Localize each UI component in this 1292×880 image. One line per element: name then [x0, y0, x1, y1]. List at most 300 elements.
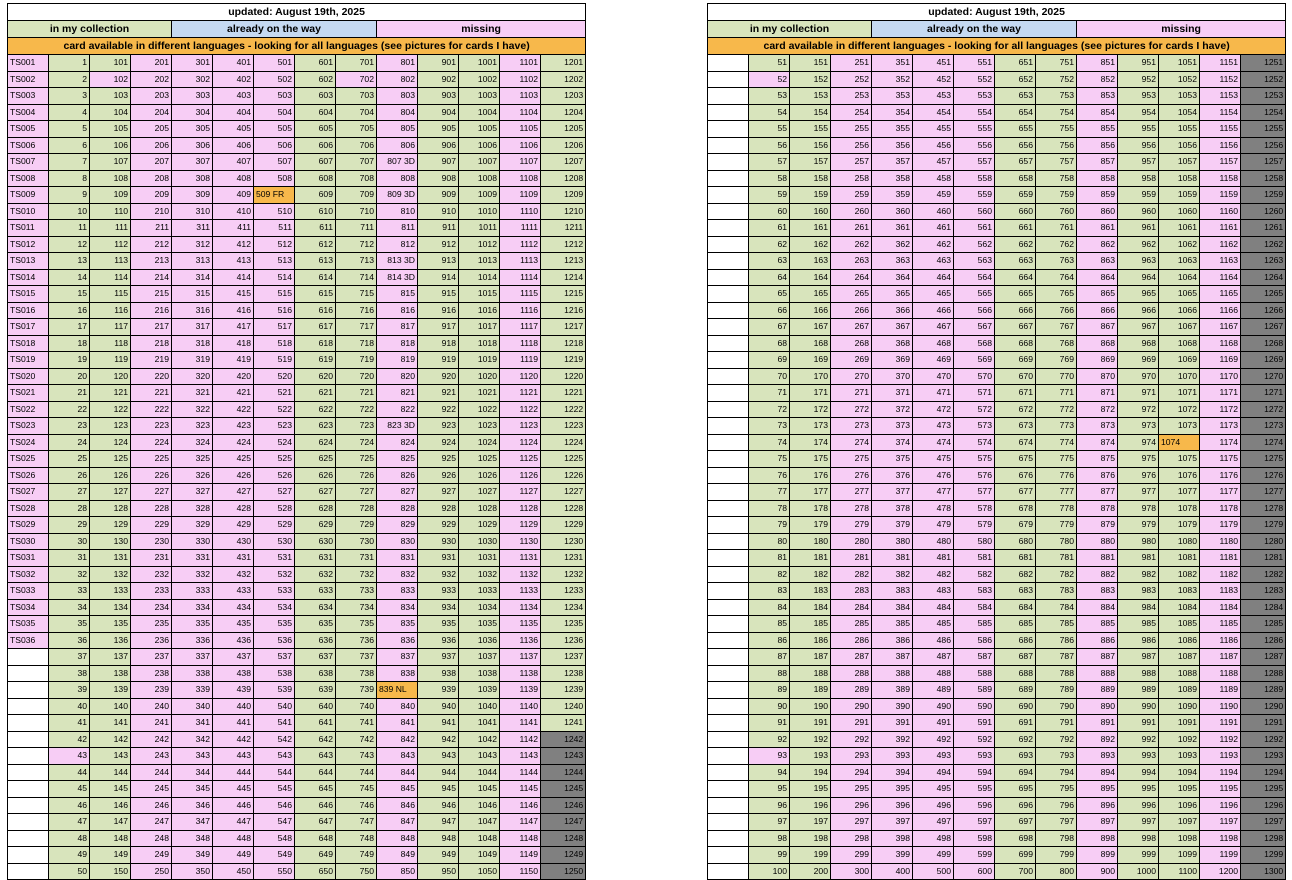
card-cell: 1184	[1200, 599, 1241, 616]
card-cell: 1295	[1241, 781, 1286, 798]
card-cell: 28	[49, 500, 90, 517]
card-cell: 843	[377, 748, 418, 765]
card-cell: 141	[90, 715, 131, 732]
card-cell: 938	[418, 665, 459, 682]
card-cell: 767	[1036, 319, 1077, 336]
card-cell: 350	[172, 863, 213, 880]
card-cell: 471	[913, 385, 954, 402]
card-cell: 1029	[459, 517, 500, 534]
ts-card-cell	[708, 863, 749, 880]
card-cell: 590	[954, 698, 995, 715]
card-cell: 263	[831, 253, 872, 270]
card-cell: 1173	[1200, 418, 1241, 435]
card-cell: 30	[49, 533, 90, 550]
card-cell: 741	[336, 715, 377, 732]
table-row	[708, 187, 1286, 204]
card-cell: 651	[995, 55, 1036, 72]
card-cell: 755	[1036, 121, 1077, 138]
card-cell: 1244	[541, 764, 586, 781]
card-cell: 655	[995, 121, 1036, 138]
card-cell: 260	[831, 203, 872, 220]
card-cell: 607	[295, 154, 336, 171]
table-row	[708, 368, 1286, 385]
card-cell: 1292	[1241, 731, 1286, 748]
card-cell: 425	[213, 451, 254, 468]
card-cell: 46	[49, 797, 90, 814]
card-cell: 326	[172, 467, 213, 484]
table-row	[8, 203, 586, 220]
table-row	[708, 665, 1286, 682]
ts-card-cell	[708, 418, 749, 435]
ts-card-cell	[8, 748, 49, 765]
card-cell: 1147	[500, 814, 541, 831]
card-cell: 822	[377, 401, 418, 418]
card-cell: 1083	[1159, 583, 1200, 600]
card-cell: 1277	[1241, 484, 1286, 501]
card-cell: 470	[913, 368, 954, 385]
card-cell: 32	[49, 566, 90, 583]
card-cell: 865	[1077, 286, 1118, 303]
card-cell: 278	[831, 500, 872, 517]
card-cell: 188	[790, 665, 831, 682]
card-cell: 875	[1077, 451, 1118, 468]
card-cell: 330	[172, 533, 213, 550]
card-cell: 924	[418, 434, 459, 451]
card-cell: 805	[377, 121, 418, 138]
card-cell: 51	[749, 55, 790, 72]
ts-card-cell	[8, 830, 49, 847]
card-cell: 1036	[459, 632, 500, 649]
card-cell: 903	[418, 88, 459, 105]
legend-collection: in my collection	[708, 21, 872, 38]
card-cell: 35	[49, 616, 90, 633]
card-cell: 1087	[1159, 649, 1200, 666]
card-cell: 895	[1077, 781, 1118, 798]
card-cell: 604	[295, 104, 336, 121]
card-cell: 21	[49, 385, 90, 402]
card-cell: 830	[377, 533, 418, 550]
card-cell: 338	[172, 665, 213, 682]
card-cell: 1109	[500, 187, 541, 204]
card-cell: 147	[90, 814, 131, 831]
card-cell: 941	[418, 715, 459, 732]
card-cell: 760	[1036, 203, 1077, 220]
card-cell: 668	[995, 335, 1036, 352]
card-cell: 1024	[459, 434, 500, 451]
card-cell: 450	[213, 863, 254, 880]
card-cell: 1221	[541, 385, 586, 402]
card-cell: 191	[790, 715, 831, 732]
card-cell: 891	[1077, 715, 1118, 732]
card-cell: 544	[254, 764, 295, 781]
card-cell: 681	[995, 550, 1036, 567]
card-cell: 49	[49, 847, 90, 864]
card-cell: 1263	[1241, 253, 1286, 270]
card-cell: 1062	[1159, 236, 1200, 253]
card-cell: 930	[418, 533, 459, 550]
card-cell: 951	[1118, 55, 1159, 72]
card-cell: 987	[1118, 649, 1159, 666]
card-cell: 491	[913, 715, 954, 732]
ts-card-cell	[708, 236, 749, 253]
card-cell: 567	[954, 319, 995, 336]
card-cell: 645	[295, 781, 336, 798]
card-cell: 24	[49, 434, 90, 451]
card-cell: 251	[831, 55, 872, 72]
card-cell: 255	[831, 121, 872, 138]
card-cell: 167	[790, 319, 831, 336]
table-row	[8, 847, 586, 864]
card-cell: 1140	[500, 698, 541, 715]
ts-card-cell	[708, 137, 749, 154]
card-cell: 375	[872, 451, 913, 468]
card-cell: 351	[872, 55, 913, 72]
table-row	[8, 187, 586, 204]
card-cell: 780	[1036, 533, 1077, 550]
card-cell: 615	[295, 286, 336, 303]
card-cell: 654	[995, 104, 1036, 121]
card-cell: 1028	[459, 500, 500, 517]
card-cell: 932	[418, 566, 459, 583]
card-cell: 826	[377, 467, 418, 484]
card-cell: 120	[90, 368, 131, 385]
card-cell: 922	[418, 401, 459, 418]
card-cell: 1055	[1159, 121, 1200, 138]
card-cell: 127	[90, 484, 131, 501]
card-cell: 365	[872, 286, 913, 303]
card-cell: 659	[995, 187, 1036, 204]
card-cell: 703	[336, 88, 377, 105]
card-cell: 327	[172, 484, 213, 501]
card-cell: 99	[749, 847, 790, 864]
table-row	[708, 401, 1286, 418]
card-cell: 93	[749, 748, 790, 765]
card-cell: 402	[213, 71, 254, 88]
card-cell: 1061	[1159, 220, 1200, 237]
card-cell: 1249	[541, 847, 586, 864]
card-cell: 643	[295, 748, 336, 765]
card-cell: 1071	[1159, 385, 1200, 402]
card-cell: 413	[213, 253, 254, 270]
card-cell: 892	[1077, 731, 1118, 748]
card-cell: 432	[213, 566, 254, 583]
card-cell: 429	[213, 517, 254, 534]
card-cell: 200	[790, 863, 831, 880]
card-cell: 1274	[1241, 434, 1286, 451]
card-cell: 394	[872, 764, 913, 781]
card-cell: 412	[213, 236, 254, 253]
card-cell: 433	[213, 583, 254, 600]
card-cell: 1014	[459, 269, 500, 286]
card-cell: 1018	[459, 335, 500, 352]
card-cell: 684	[995, 599, 1036, 616]
card-cell: 539	[254, 682, 295, 699]
card-cell: 377	[872, 484, 913, 501]
card-cell: 1169	[1200, 352, 1241, 369]
card-cell: 742	[336, 731, 377, 748]
card-cell: 945	[418, 781, 459, 798]
card-cell: 223	[131, 418, 172, 435]
card-cell: 749	[336, 847, 377, 864]
card-cell: 77	[749, 484, 790, 501]
card-cell: 992	[1118, 731, 1159, 748]
card-cell: 1260	[1241, 203, 1286, 220]
card-cell: 287	[831, 649, 872, 666]
card-cell: 960	[1118, 203, 1159, 220]
card-cell: 1255	[1241, 121, 1286, 138]
card-cell: 4	[49, 104, 90, 121]
card-cell: 42	[49, 731, 90, 748]
card-cell: 872	[1077, 401, 1118, 418]
card-cell: 219	[131, 352, 172, 369]
card-cell: 348	[172, 830, 213, 847]
card-cell: 242	[131, 731, 172, 748]
card-cell: 726	[336, 467, 377, 484]
card-cell: 198	[790, 830, 831, 847]
card-cell: 820	[377, 368, 418, 385]
ts-card-cell: TS014	[8, 269, 49, 286]
ts-card-cell	[708, 665, 749, 682]
card-cell: 404	[213, 104, 254, 121]
card-cell: 268	[831, 335, 872, 352]
card-cell: 1043	[459, 748, 500, 765]
ts-card-cell	[708, 55, 749, 72]
table-row	[8, 385, 586, 402]
card-cell: 978	[1118, 500, 1159, 517]
card-cell: 236	[131, 632, 172, 649]
card-cell: 460	[913, 203, 954, 220]
card-cell: 421	[213, 385, 254, 402]
card-cell: 108	[90, 170, 131, 187]
card-cell: 1125	[500, 451, 541, 468]
card-cell: 483	[913, 583, 954, 600]
table-row	[8, 583, 586, 600]
card-cell: 1021	[459, 385, 500, 402]
card-cell: 88	[749, 665, 790, 682]
table-row	[8, 401, 586, 418]
ts-card-cell	[708, 401, 749, 418]
card-cell: 1222	[541, 401, 586, 418]
card-cell: 310	[172, 203, 213, 220]
card-cell: 587	[954, 649, 995, 666]
card-cell: 835	[377, 616, 418, 633]
table-row	[8, 731, 586, 748]
card-cell: 61	[749, 220, 790, 237]
card-cell: 216	[131, 302, 172, 319]
card-cell: 369	[872, 352, 913, 369]
card-cell: 657	[995, 154, 1036, 171]
ts-card-cell	[708, 797, 749, 814]
card-cell: 1246	[541, 797, 586, 814]
card-cell: 281	[831, 550, 872, 567]
card-cell: 83	[749, 583, 790, 600]
card-cell: 1137	[500, 649, 541, 666]
table-row	[8, 632, 586, 649]
card-cell: 531	[254, 550, 295, 567]
card-cell: 906	[418, 137, 459, 154]
card-cell: 401	[213, 55, 254, 72]
card-cell: 55	[749, 121, 790, 138]
card-cell: 680	[995, 533, 1036, 550]
ts-card-cell: TS018	[8, 335, 49, 352]
card-cell: 712	[336, 236, 377, 253]
card-cell: 596	[954, 797, 995, 814]
card-cell: 1079	[1159, 517, 1200, 534]
ts-card-cell	[708, 748, 749, 765]
card-cell: 267	[831, 319, 872, 336]
card-cell: 261	[831, 220, 872, 237]
table-row	[8, 698, 586, 715]
card-cell: 1118	[500, 335, 541, 352]
card-cell: 417	[213, 319, 254, 336]
ts-card-cell	[708, 847, 749, 864]
card-cell: 828	[377, 500, 418, 517]
card-cell: 1174	[1200, 434, 1241, 451]
card-cell: 673	[995, 418, 1036, 435]
card-cell: 1092	[1159, 731, 1200, 748]
card-cell: 522	[254, 401, 295, 418]
card-cell: 898	[1077, 830, 1118, 847]
card-cell: 1015	[459, 286, 500, 303]
card-cell: 1187	[1200, 649, 1241, 666]
card-cell: 933	[418, 583, 459, 600]
card-cell: 207	[131, 154, 172, 171]
card-cell: 609	[295, 187, 336, 204]
card-cell: 1034	[459, 599, 500, 616]
card-cell: 1166	[1200, 302, 1241, 319]
card-cell: 1121	[500, 385, 541, 402]
card-cell: 290	[831, 698, 872, 715]
card-cell: 189	[790, 682, 831, 699]
card-cell: 341	[172, 715, 213, 732]
ts-card-cell	[708, 220, 749, 237]
card-cell: 729	[336, 517, 377, 534]
card-cell: 5	[49, 121, 90, 138]
card-cell: 993	[1118, 748, 1159, 765]
table-row	[8, 665, 586, 682]
card-cell: 831	[377, 550, 418, 567]
ts-card-cell	[708, 500, 749, 517]
card-cell: 1285	[1241, 616, 1286, 633]
card-cell: 1191	[1200, 715, 1241, 732]
ts-card-cell	[708, 649, 749, 666]
card-cell: 354	[872, 104, 913, 121]
card-cell: 498	[913, 830, 954, 847]
card-cell: 10	[49, 203, 90, 220]
card-cell: 878	[1077, 500, 1118, 517]
card-cell: 779	[1036, 517, 1077, 534]
card-cell: 781	[1036, 550, 1077, 567]
card-cell: 1133	[500, 583, 541, 600]
card-cell: 1270	[1241, 368, 1286, 385]
card-cell: 648	[295, 830, 336, 847]
card-cell: 159	[790, 187, 831, 204]
card-cell: 990	[1118, 698, 1159, 715]
card-cell: 849	[377, 847, 418, 864]
card-cell: 842	[377, 731, 418, 748]
card-cell: 1299	[1241, 847, 1286, 864]
card-cell: 1080	[1159, 533, 1200, 550]
card-cell: 1211	[541, 220, 586, 237]
card-cell: 1086	[1159, 632, 1200, 649]
card-cell: 237	[131, 649, 172, 666]
card-cell: 1200	[1200, 863, 1241, 880]
card-cell: 600	[954, 863, 995, 880]
card-cell: 181	[790, 550, 831, 567]
card-cell: 1257	[1241, 154, 1286, 171]
table-row	[8, 352, 586, 369]
card-cell: 1059	[1159, 187, 1200, 204]
card-cell: 586	[954, 632, 995, 649]
card-cell: 56	[749, 137, 790, 154]
card-cell: 513	[254, 253, 295, 270]
card-cell: 220	[131, 368, 172, 385]
card-cell: 778	[1036, 500, 1077, 517]
card-cell: 135	[90, 616, 131, 633]
ts-card-cell	[708, 385, 749, 402]
card-cell: 98	[749, 830, 790, 847]
card-cell: 896	[1077, 797, 1118, 814]
card-cell: 343	[172, 748, 213, 765]
card-cell: 940	[418, 698, 459, 715]
card-cell: 1262	[1241, 236, 1286, 253]
card-cell: 996	[1118, 797, 1159, 814]
card-cell: 989	[1118, 682, 1159, 699]
card-cell: 76	[749, 467, 790, 484]
card-cell: 547	[254, 814, 295, 831]
card-cell: 1180	[1200, 533, 1241, 550]
ts-card-cell	[708, 253, 749, 270]
card-cell: 1219	[541, 352, 586, 369]
card-cell: 745	[336, 781, 377, 798]
card-cell: 163	[790, 253, 831, 270]
card-cell: 696	[995, 797, 1036, 814]
card-cell: 472	[913, 401, 954, 418]
legend-collection: in my collection	[8, 21, 172, 38]
table-row	[708, 484, 1286, 501]
card-cell: 344	[172, 764, 213, 781]
table-row	[708, 583, 1286, 600]
card-cell: 851	[1077, 55, 1118, 72]
card-cell: 445	[213, 781, 254, 798]
card-cell: 437	[213, 649, 254, 666]
card-cell: 617	[295, 319, 336, 336]
card-cell: 1128	[500, 500, 541, 517]
card-cell: 1152	[1200, 71, 1241, 88]
card-cell: 490	[913, 698, 954, 715]
card-cell: 1005	[459, 121, 500, 138]
card-cell: 194	[790, 764, 831, 781]
card-cell: 156	[790, 137, 831, 154]
card-cell: 119	[90, 352, 131, 369]
card-cell: 936	[418, 632, 459, 649]
card-cell: 585	[954, 616, 995, 633]
card-cell: 743	[336, 748, 377, 765]
card-cell: 1172	[1200, 401, 1241, 418]
card-cell: 808	[377, 170, 418, 187]
card-cell: 1261	[1241, 220, 1286, 237]
card-cell: 838	[377, 665, 418, 682]
card-cell: 1150	[500, 863, 541, 880]
card-cell: 985	[1118, 616, 1159, 633]
card-cell: 912	[418, 236, 459, 253]
card-cell: 1017	[459, 319, 500, 336]
card-cell: 503	[254, 88, 295, 105]
card-cell: 172	[790, 401, 831, 418]
card-cell: 710	[336, 203, 377, 220]
table-row	[708, 830, 1286, 847]
card-cell: 1245	[541, 781, 586, 798]
